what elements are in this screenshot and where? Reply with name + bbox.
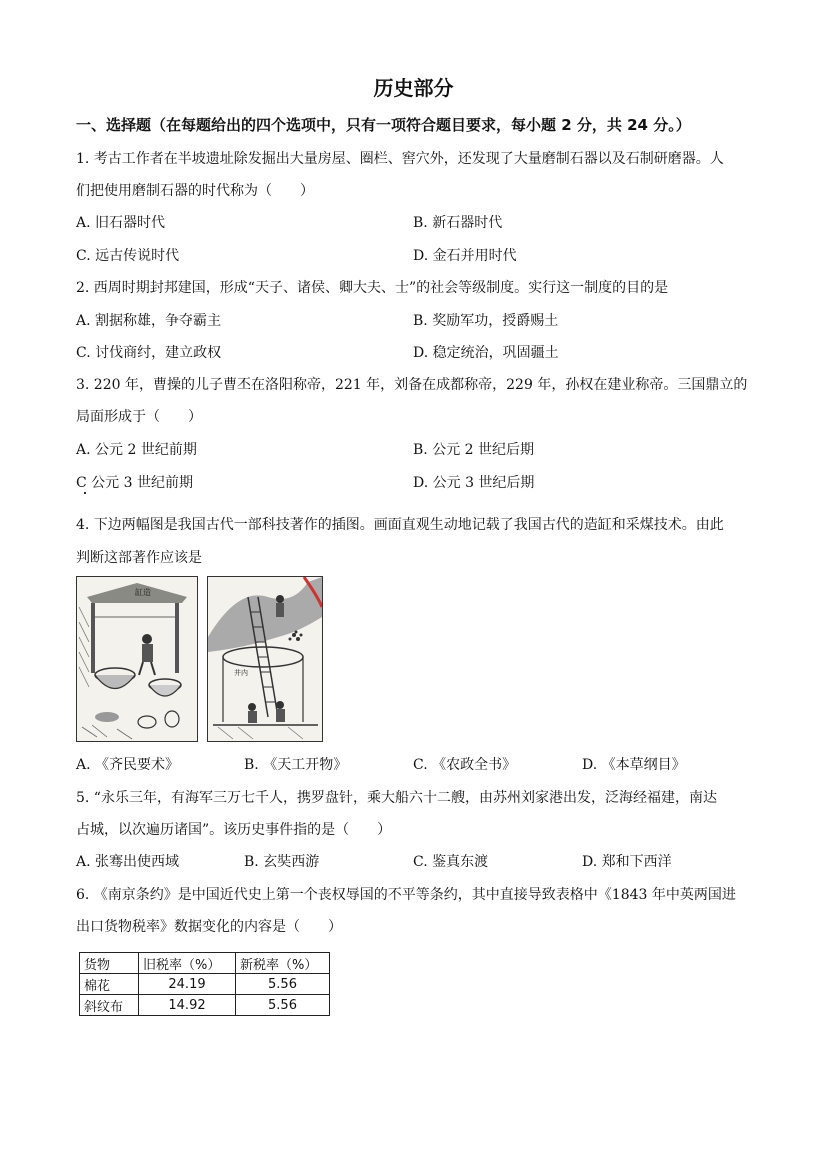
right-figure-label: 井内 [234,669,248,677]
q3-line-2: 局面形成于（ ） [76,409,202,425]
q4-option-a: A. 《齐民要术》 [76,757,180,773]
q1-line-2: 们把使用磨制石器的时代称为（ ） [76,183,314,199]
q5-option-c: C. 鉴真东渡 [413,854,489,870]
q4-option-c: C. 《农政全书》 [413,757,517,773]
q1-option-b: B. 新石器时代 [413,215,503,231]
q5-line-2: 占城，以次遍历诸国”。该历史事件指的是（ ） [76,822,392,838]
table-header-row [80,953,330,974]
q6-line-1: 6. 《南京条约》是中国近代史上第一个丧权辱国的不平等条约，其中直接导致表格中《1843 年中英两国进 [76,887,736,903]
table-cell: 5.56 [236,974,330,995]
q1-option-a: A. 旧石器时代 [76,215,166,231]
table-row [80,974,330,995]
q6-line-2: 出口货物税率》数据变化的内容是（ ） [76,919,342,935]
q3-option-d: D. 公元 3 世纪后期 [413,475,535,491]
q5-option-b: B. 玄奘西游 [244,854,320,870]
tax-rate-table [79,952,330,1016]
q2-line-1: 2. 西周时期封邦建国，形成“天子、诸侯、卿大夫、士”的社会等级制度。实行这一制度的目的是 [76,280,669,296]
q2-option-c: C. 讨伐商纣，建立政权 [76,345,222,361]
q2-option-d: D. 稳定统治，巩固疆土 [413,345,559,361]
q1-line-1: 1. 考古工作者在半坡遗址除发掘出大量房屋、圈栏、窖穴外，还发现了大量磨制石器以及石制研磨器。人 [76,151,724,167]
table-row [80,995,330,1016]
table-cell: 14.92 [139,995,236,1016]
table-cell: 棉花 [80,974,139,995]
coal-mining-illustration [207,576,323,742]
q3-line-1: 3. 220 年，曹操的儿子曹丕在洛阳称帝，221 年，刘备在成都称帝，229 年，孙权在建业称帝。三国鼎立的 [76,377,748,393]
vat-making-illustration [76,576,198,742]
table-header-cell: 旧税率（%） [139,953,236,974]
table-cell: 5.56 [236,995,330,1016]
q5-option-a: A. 张骞出使西域 [76,854,180,870]
q4-option-b: B. 《天工开物》 [244,757,348,773]
q3-option-a: A. 公元 2 世纪前期 [76,442,197,458]
q5-line-1: 5. “永乐三年，有海军三万七千人，携罗盘针，乘大船六十二艘，由苏州刘家港出发，泛海经福建，南达 [76,790,717,806]
table-cell: 斜纹布 [80,995,139,1016]
q4-option-d: D. 《本草纲目》 [582,757,686,773]
vat-making-drawing [77,577,197,741]
section-heading: 一、选择题（在每题给出的四个选项中，只有一项符合题目要求，每小题 2 分，共 24 分。） [76,116,691,134]
table-cell: 24.19 [139,974,236,995]
table-header-cell: 新税率（%） [236,953,330,974]
q1-option-c: C. 远古传说时代 [76,248,180,264]
q3-option-b: B. 公元 2 世纪后期 [413,442,534,458]
table-header-cell: 货物 [80,953,139,974]
left-figure-label: 缸造 [135,588,151,597]
q5-option-d: D. 郑和下西洋 [582,854,672,870]
q4-line-2: 判断这部著作应该是 [76,550,202,566]
q2-option-a: A. 割据称雄，争夺霸主 [76,313,222,329]
stray-dot [84,492,86,494]
page-title: 历史部分 [373,76,454,100]
q2-option-b: B. 奖励军功，授爵赐土 [413,313,559,329]
coal-mining-drawing [208,577,322,741]
q4-line-1: 4. 下边两幅图是我国古代一部科技著作的插图。画面直观生动地记载了我国古代的造缸和采煤技术。由此 [76,517,724,533]
q1-option-d: D. 金石并用时代 [413,248,517,264]
q3-option-c: C 公元 3 世纪前期 [76,475,193,491]
